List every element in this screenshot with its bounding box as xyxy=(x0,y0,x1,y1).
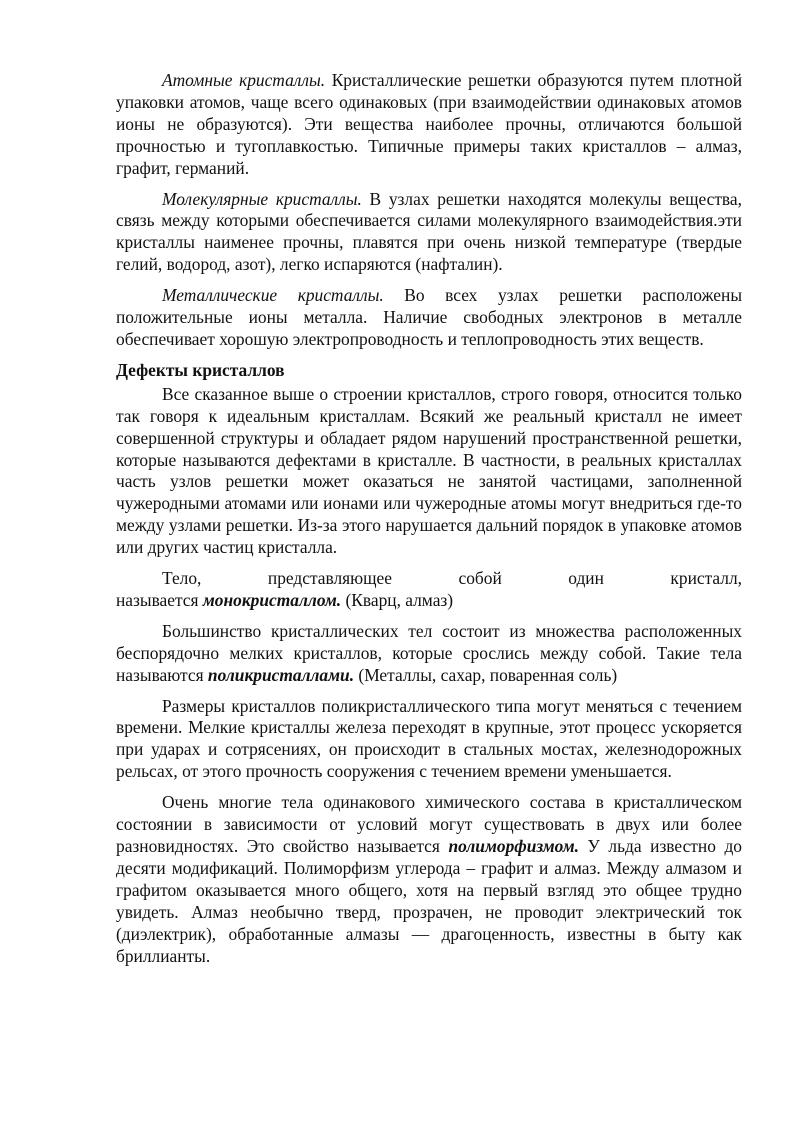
term-polymorphism: полиморфизмом. xyxy=(448,836,579,856)
term-metallic-crystals: Металлические кристаллы. xyxy=(162,285,384,306)
paragraph-text: У льда известно до десяти модификаций. Полиморфизм углерода – графит и алмаз. Между алмазом и графитом оказывается много общего, хотя на первый взгляд это общее трудно увидеть. Алмаз необычно тверд, прозрачен, не проводит электрический ток (диэлектрик), обработанные алмазы — драгоценность, известны в быту как бриллианты. xyxy=(116,836,742,966)
paragraph-text: Во всех узлах решетки расположены положительные ионы металла. Наличие свободных электронов в металле обеспечивает хорошую электропроводность и теплопроводность этих веществ. xyxy=(116,285,742,349)
document-page xyxy=(116,70,742,967)
paragraph-crystal-sizes: Размеры кристаллов поликристаллического типа могут меняться с течением времени. Мелкие кристаллы железа переходят в крупные, этот процесс ускоряется при ударах и сотрясениях, он происходит в стальных мостах, железнодорожных рельсах, от этого прочность сооружения с течением времени уменьшается. xyxy=(116,695,742,782)
paragraph-text: Кристаллические решетки образуются путем плотной упаковки атомов, чаще всего одинаковых (при взаимодействии одинаковых атомов ионы не образуются). Эти вещества наиболее прочны, отличаются большой прочностью и тугоплавкостью. Типичные примеры таких кристаллов – алмаз, графит, германий. xyxy=(116,70,742,178)
section-heading: Дефекты кристаллов xyxy=(116,359,285,380)
paragraph-molecular-crystals xyxy=(116,189,742,277)
term-polycrystals: поликристаллами. xyxy=(207,664,355,685)
term-monocrystal: монокристаллом. xyxy=(202,589,342,610)
paragraph-atomic-crystals xyxy=(116,70,742,180)
paragraph-monocrystal-line2 xyxy=(116,590,742,612)
paragraph-monocrystal-line1: Тело, представляющее собой один кристалл, xyxy=(162,568,742,589)
paragraph-polycrystals xyxy=(116,621,742,687)
term-atomic-crystals: Атомные кристаллы. xyxy=(162,70,326,90)
paragraph-text: Большинство кристаллических тел состоит из множества расположенных беспорядочно мелких кристаллов, которые срослись между собой. Такие тела называются xyxy=(116,620,742,685)
term-molecular-crystals: Молекулярные кристаллы. xyxy=(162,188,362,209)
paragraph-text: В узлах решетки находятся молекулы вещества, связь между которыми обеспечивается силами молекулярного взаимодействия.эти кристаллы наименее прочны, плавятся при очень низкой температуре (твердые гелий, водород, азот), легко испаряются (нафталин). xyxy=(116,188,742,275)
paragraph-defects: Все сказанное выше о строении кристаллов, строго говоря, относится только так говоря к идеальным кристаллам. Всякий же реальный кристалл не имеет совершенной структуры и обладает рядом нарушений пространственной решетки, которые называются дефектами в кристалле. В частности, в реальных кристаллах часть узлов решетки может оказаться не занятой частицами, заполненной чужеродными атомами или ионами или чужеродные атомы могут внедриться где-то между узлами решетки. Из-за этого нарушается дальний порядок в упаковке атомов или других частиц кристалла. xyxy=(116,383,742,558)
paragraph-metallic-crystals xyxy=(116,285,742,351)
paragraph-text: называется xyxy=(116,589,203,610)
paragraph-text: (Кварц, алмаз) xyxy=(341,589,454,610)
paragraph-text: Очень многие тела одинакового химического состава в кристаллическом состоянии в зависимости от условий могут существовать в двух или более разновидностях. Это свойство называется xyxy=(116,792,742,856)
paragraph-polymorphism xyxy=(116,792,742,967)
paragraph-text: (Металлы, сахар, поваренная соль) xyxy=(354,664,618,685)
